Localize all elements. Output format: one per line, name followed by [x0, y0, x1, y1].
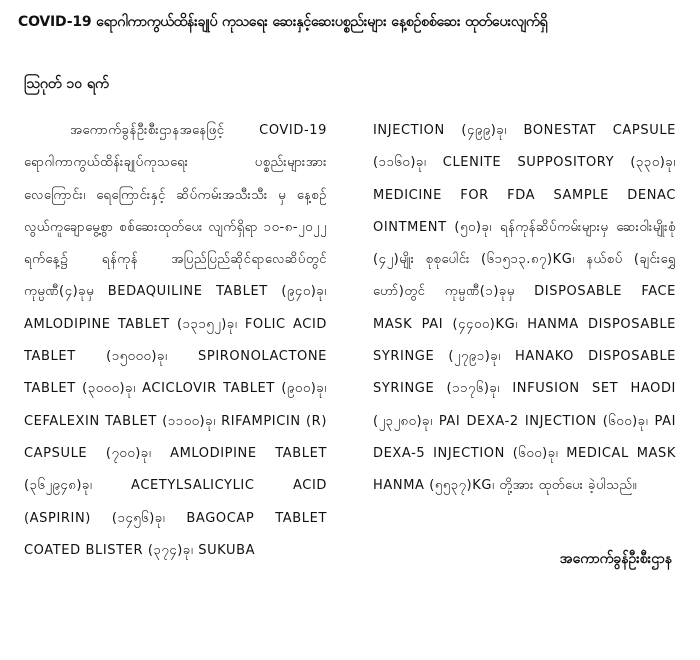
article-signature: အကောက်ခွန်ဦးစီးဌာန [559, 551, 672, 567]
article-headline: COVID-19 ရောဂါကာကွယ်ထိန်းချုပ် ကုသရေး ဆေးနှင့်ဆေးပစ္စည်းများ နေ့စဉ်စစ်ဆေး ထုတ်ပေးလျက်ရှိ [18, 14, 548, 30]
body-paragraph-right: INJECTION (၄၉၉)ခု၊ BONESTAT CAPSULE (၁၁၆၀)ခု၊ CLENITE SUPPOSITORY (၃၃၀)ခု၊ MEDICINE FOR FDA SAMPLE DENAC OINTMENT (၅၀)ခု၊ ရန်ကုန်ဆိပ်ကမ်းများမှ ဆေးဝါးမျိုးစုံ (၄၂)မျိုး စုစုပေါင်း (၆၁၅၁၃.၈၇)KG၊ နယ်စပ် (ချင်းရွှေဟော်)တွင် ကုမ္ပဏီ(၁)ခုမှ DISPOSABLE FACE MASK PAI (၄၄၀၀)KG၊ HANMA DISPOSABLE SYRINGE (၂၇၉၁)ခု၊ HANAKO DISPOSABLE SYRINGE (၁၁၇၆)ခု၊ INFUSION SET HAODI (၂၃၂၈၀)ခု၊ PAI DEXA-2 INJECTION (၆၀၀)ခု၊ PAI DEXA-5 INJECTION (၆၀၀)ခု၊ MEDICAL MASK HANMA (၅၅၃၇)KG၊ တို့အား ထုတ်ပေး ခဲ့ပါသည်။ [373, 123, 676, 494]
article-body-column-left [24, 115, 327, 567]
article-dateline: ဩဂုတ် ၁၀ ရက် [24, 76, 109, 92]
body-paragraph-left: အကောက်ခွန်ဦးစီးဌာနအနေဖြင့် COVID-19 ရောဂါကာကွယ်ထိန်းချုပ်ကုသရေး ပစ္စည်းများအား လေကြောင်း၊ ရေကြောင်းနှင့် ဆိပ်ကမ်းအသီးသီး မှ နေ့စဉ်လွယ်ကူချောမွေ့စွာ စစ်ဆေးထုတ်ပေး လျက်ရှိရာ ၁၀-၈-၂၀၂၂ ရက်နေ့၌ ရန်ကုန် အပြည်ပြည်ဆိုင်ရာလေဆိပ်တွင် ကုမ္ပဏီ(၄)ခုမှ BEDAQUILINE TABLET (၉၄၀)ခု၊ AMLODIPINE TABLET (၁၃၁၅၂)ခု၊ FOLIC ACID TABLET (၁၅၀၀၀)ခု၊ SPIRONOLACTONE TABLET (၃၀၀၀)ခု၊ ACICLOVIR TABLET (၉၀၀)ခု၊ CEFALEXIN TABLET (၁၁၀၀)ခု၊ RIFAMPICIN (R) CAPSULE (၇၀၀)ခု၊ AMLODIPINE TABLET (၃၆၂၉၄၈)ခု၊ ACETYLSALICYLIC ACID (ASPIRIN) (၁၄၅၆)ခု၊ BAGOCAP TABLET COATED BLISTER (၃၇၄)ခု၊ SUKUBA [24, 123, 327, 558]
article-body-column-right [373, 115, 676, 503]
